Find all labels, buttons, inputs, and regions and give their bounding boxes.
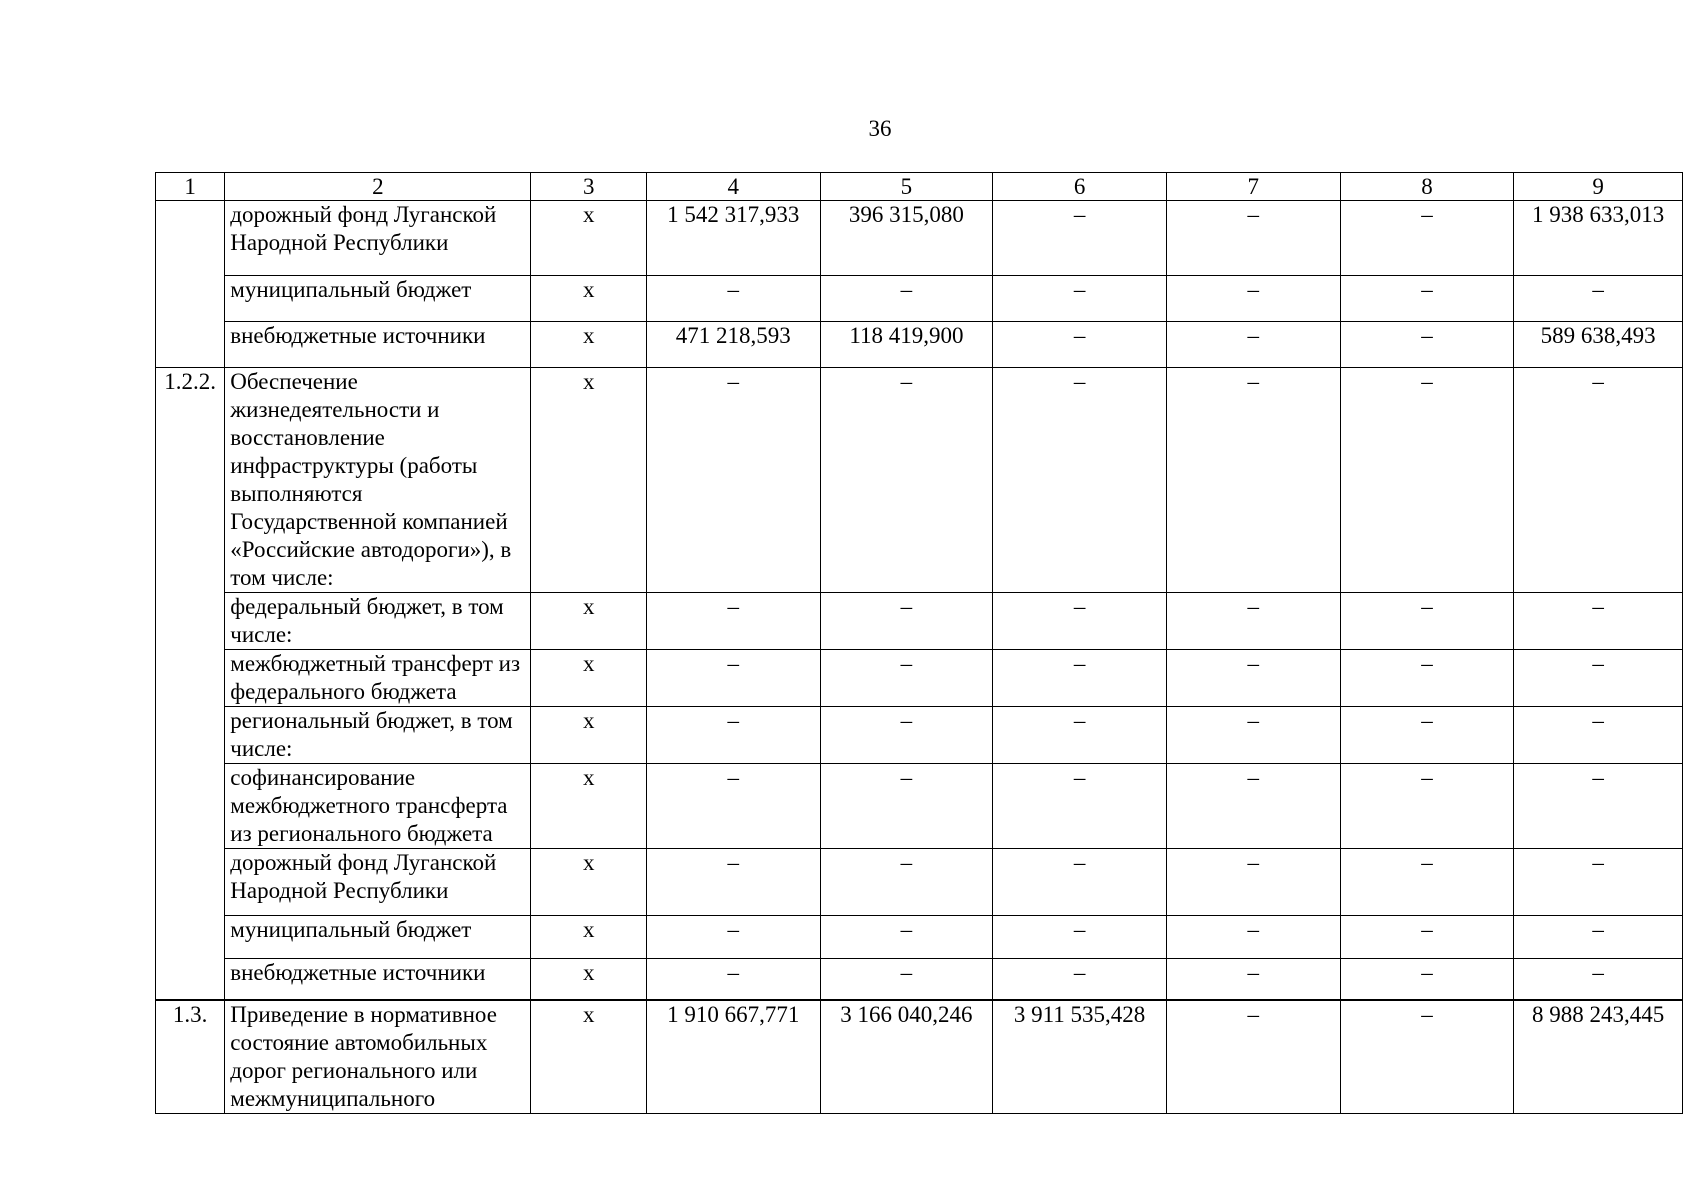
row-col7-cell: – [1166, 849, 1340, 916]
row-col4-cell: – [646, 849, 820, 916]
row-col9-cell: – [1514, 959, 1683, 1000]
table-row [156, 1000, 1683, 1114]
row-name-cell: внебюджетные источники [225, 959, 531, 1000]
row-col9-cell: – [1514, 650, 1683, 707]
row-col6-cell: – [993, 916, 1167, 959]
row-col7-cell: – [1166, 1000, 1340, 1114]
row-col4-cell: – [646, 959, 820, 1000]
budget-table [155, 172, 1683, 1114]
row-col4-cell: – [646, 368, 820, 593]
row-col8-cell: – [1340, 764, 1514, 849]
row-col4-cell: 1 910 667,771 [646, 1000, 820, 1114]
row-col6-cell: 3 911 535,428 [993, 1000, 1167, 1114]
row-name-cell: дорожный фонд Луганской Народной Республики [225, 849, 531, 916]
row-col3-cell: х [531, 707, 646, 764]
row-col5-cell: 396 315,080 [820, 201, 993, 276]
table-row [156, 916, 1683, 959]
row-number-cell [156, 201, 225, 368]
row-col9-cell: – [1514, 593, 1683, 650]
row-col5-cell: – [820, 593, 993, 650]
row-col3-cell: х [531, 650, 646, 707]
row-col5-cell: 3 166 040,246 [820, 1000, 993, 1114]
header-cell: 4 [646, 173, 820, 201]
header-cell: 9 [1514, 173, 1683, 201]
table-row [156, 707, 1683, 764]
row-col8-cell: – [1340, 849, 1514, 916]
row-col6-cell: – [993, 707, 1167, 764]
header-cell: 1 [156, 173, 225, 201]
row-col9-cell: – [1514, 707, 1683, 764]
row-name-cell: региональный бюджет, в том числе: [225, 707, 531, 764]
row-col8-cell: – [1340, 707, 1514, 764]
row-col9-cell: – [1514, 368, 1683, 593]
row-name-cell: муниципальный бюджет [225, 916, 531, 959]
row-col8-cell: – [1340, 322, 1514, 368]
row-col5-cell: – [820, 368, 993, 593]
header-cell: 7 [1166, 173, 1340, 201]
row-col6-cell: – [993, 322, 1167, 368]
row-col5-cell: – [820, 276, 993, 322]
header-cell: 5 [820, 173, 993, 201]
row-col7-cell: – [1166, 916, 1340, 959]
header-cell: 6 [993, 173, 1167, 201]
row-col7-cell: – [1166, 368, 1340, 593]
row-col9-cell: – [1514, 276, 1683, 322]
row-col4-cell: – [646, 593, 820, 650]
row-col9-cell: 589 638,493 [1514, 322, 1683, 368]
row-col6-cell: – [993, 368, 1167, 593]
row-col4-cell: 1 542 317,933 [646, 201, 820, 276]
row-col3-cell: х [531, 322, 646, 368]
row-col3-cell: х [531, 959, 646, 1000]
row-col3-cell: х [531, 916, 646, 959]
row-col6-cell: – [993, 650, 1167, 707]
row-name-cell: межбюджетный трансферт из федерального бюджета [225, 650, 531, 707]
row-col5-cell: – [820, 764, 993, 849]
row-col6-cell: – [993, 276, 1167, 322]
header-cell: 3 [531, 173, 646, 201]
table-row [156, 849, 1683, 916]
row-col5-cell: – [820, 849, 993, 916]
row-col3-cell: х [531, 276, 646, 322]
row-col6-cell: – [993, 849, 1167, 916]
row-name-cell: софинансирование межбюджетного трансферта из регионального бюджета [225, 764, 531, 849]
row-col3-cell: х [531, 368, 646, 593]
row-col7-cell: – [1166, 650, 1340, 707]
row-col3-cell: х [531, 764, 646, 849]
table-row [156, 593, 1683, 650]
row-col7-cell: – [1166, 959, 1340, 1000]
row-col7-cell: – [1166, 764, 1340, 849]
row-col9-cell: – [1514, 916, 1683, 959]
row-col4-cell: – [646, 707, 820, 764]
row-col7-cell: – [1166, 201, 1340, 276]
row-name-cell: Приведение в нормативное состояние автомобильных дорог регионального или межмуниципального [225, 1000, 531, 1114]
row-col6-cell: – [993, 593, 1167, 650]
row-col8-cell: – [1340, 1000, 1514, 1114]
table-row [156, 322, 1683, 368]
table-row [156, 276, 1683, 322]
row-col4-cell: 471 218,593 [646, 322, 820, 368]
row-col5-cell: 118 419,900 [820, 322, 993, 368]
row-col5-cell: – [820, 650, 993, 707]
row-col3-cell: х [531, 593, 646, 650]
row-col8-cell: – [1340, 959, 1514, 1000]
row-col4-cell: – [646, 764, 820, 849]
row-col9-cell: – [1514, 849, 1683, 916]
row-name-cell: федеральный бюджет, в том числе: [225, 593, 531, 650]
row-name-cell: внебюджетные источники [225, 322, 531, 368]
row-col9-cell: 8 988 243,445 [1514, 1000, 1683, 1114]
page-number: 36 [868, 116, 892, 141]
row-name-cell: муниципальный бюджет [225, 276, 531, 322]
row-col3-cell: х [531, 201, 646, 276]
row-col7-cell: – [1166, 276, 1340, 322]
row-col4-cell: – [646, 916, 820, 959]
row-col9-cell: – [1514, 764, 1683, 849]
row-col5-cell: – [820, 916, 993, 959]
row-col7-cell: – [1166, 707, 1340, 764]
row-col3-cell: х [531, 849, 646, 916]
row-name-cell: Обеспечение жизнедеятельности и восстановление инфраструктуры (работы выполняются Государственной компанией «Российские автодороги»), в том числе: [225, 368, 531, 593]
row-col7-cell: – [1166, 593, 1340, 650]
row-col8-cell: – [1340, 201, 1514, 276]
row-number-cell: 1.2.2. [156, 368, 225, 1000]
row-col5-cell: – [820, 707, 993, 764]
row-col8-cell: – [1340, 650, 1514, 707]
row-col4-cell: – [646, 650, 820, 707]
table-row [156, 201, 1683, 276]
row-name-cell: дорожный фонд Луганской Народной Республики [225, 201, 531, 276]
row-col9-cell: 1 938 633,013 [1514, 201, 1683, 276]
row-col6-cell: – [993, 201, 1167, 276]
row-col6-cell: – [993, 959, 1167, 1000]
row-col4-cell: – [646, 276, 820, 322]
header-row [156, 173, 1683, 201]
row-col5-cell: – [820, 959, 993, 1000]
table-row [156, 368, 1683, 593]
header-cell: 2 [225, 173, 531, 201]
row-col8-cell: – [1340, 368, 1514, 593]
row-col8-cell: – [1340, 916, 1514, 959]
table-row [156, 764, 1683, 849]
row-col8-cell: – [1340, 593, 1514, 650]
table-row [156, 959, 1683, 1000]
row-col8-cell: – [1340, 276, 1514, 322]
table-row [156, 650, 1683, 707]
row-number-cell: 1.3. [156, 1000, 225, 1114]
row-col3-cell: х [531, 1000, 646, 1114]
row-col7-cell: – [1166, 322, 1340, 368]
row-col6-cell: – [993, 764, 1167, 849]
header-cell: 8 [1340, 173, 1514, 201]
